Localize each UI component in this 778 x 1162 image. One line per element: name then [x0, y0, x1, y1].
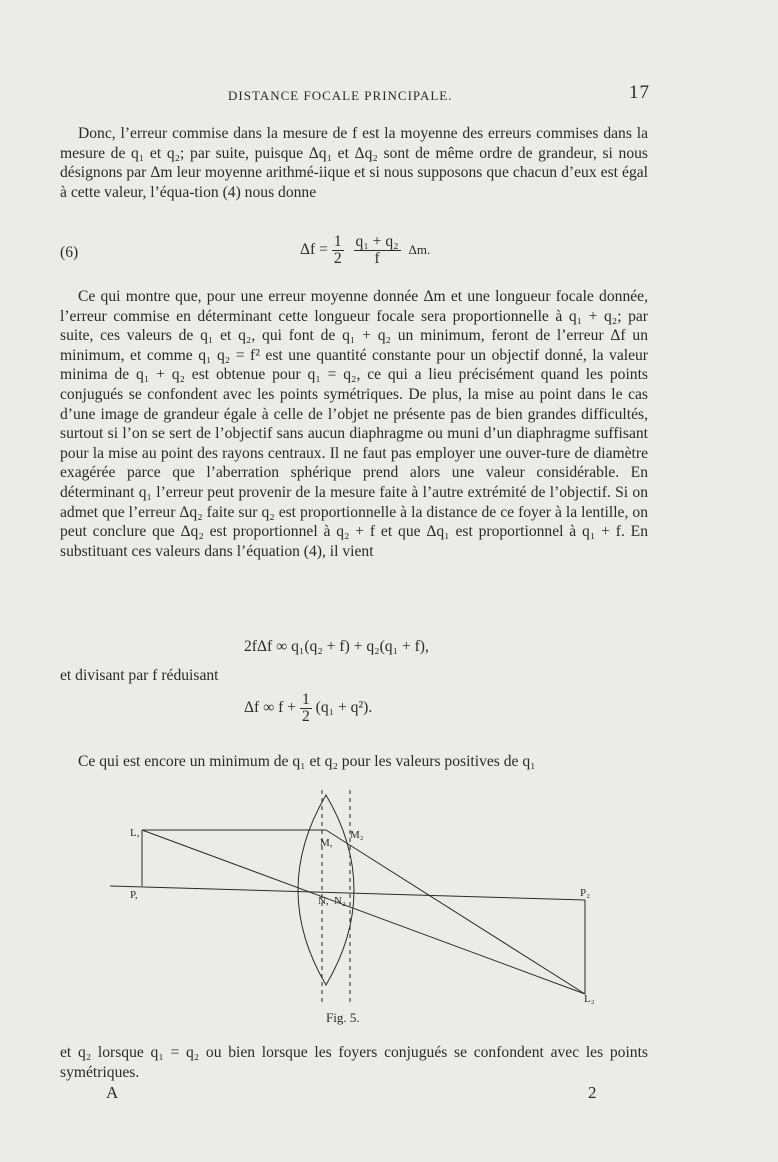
figure-5 [100, 790, 620, 1010]
equation-8 [244, 692, 372, 725]
paragraph-3-text: et divisant par f réduisant [60, 667, 219, 684]
equation-6 [60, 234, 580, 274]
equation-6-body [300, 234, 430, 267]
equation-8-num: 1 [301, 691, 310, 708]
equation-6-frac-half [332, 234, 344, 267]
figure-caption: Fig. 5. [326, 1010, 360, 1025]
equation-6-label: (6) [60, 244, 79, 261]
label-p2: P₂ [580, 887, 590, 899]
paragraph-4 [60, 752, 648, 772]
equation-6-frac-q [354, 234, 401, 267]
label-l2: L₂ [584, 993, 595, 1005]
page-number: 17 [629, 82, 650, 103]
paragraph-1-text: Donc, l’erreur commise dans la mesure de f est la moyenne des erreurs commises dans la mesure de q₁ et q₂; par suite, puisque Δq₁ et Δq₂ sont de même ordre de grandeur, si nous désignons par Δm leur moyenne arithmé-iique et si nous supposons que chacun d’eux est égal à cette valeur, l’équa-tion (4) nous donne [60, 125, 648, 201]
footer-sheet-number: 2 [588, 1083, 597, 1102]
equation-8-tail: (q₁ + q²). [315, 699, 373, 717]
equation-7: 2fΔf ∞ q₁(q₂ + f) + q₂(q₁ + f), [244, 638, 429, 655]
paragraph-2 [60, 287, 648, 561]
lens-diagram [100, 790, 620, 1005]
paragraph-5-text: et q₂ lorsque q₁ = q₂ ou bien lorsque les foyers conjugués se confondent avec les points symétriques. [60, 1044, 648, 1081]
paragraph-4-text: Ce qui est encore un minimum de q₁ et q₂ pour les valeurs positives de q₁ [78, 753, 536, 770]
equation-6-tail: Δm. [408, 242, 431, 258]
paragraph-5 [60, 1043, 648, 1082]
label-n1: N, [318, 895, 329, 907]
equation-6-lhs: Δf = [300, 241, 328, 259]
equation-6-half-num: 1 [333, 233, 342, 250]
equation-8-den: 2 [301, 708, 310, 725]
equation-8-lhs: Δf ∞ f + [244, 699, 297, 717]
equation-6-q-den: f [374, 250, 380, 267]
paragraph-2-text: Ce qui montre que, pour une erreur moyenne donnée Δm et une longueur focale donnée, l’erreur commise en déterminant cette longueur focale sera proportionnelle à q₁ + q₂; par suite, ces valeurs de q₁ et q₂, qui font de q₁ + q₂ un minimum, feront de l’erreur Δf un minimum, et comme q₁ q₂ = f² est une quantité constante pour un objectif donné, la valeur minima de q₁ + q₂ est obtenue pour q₁ = q₂, ce qui a lieu précisément quand les points conjugués se confondent avec les points symétriques. De plus, la mise au point dans le cas d’une image de grandeur égale à celle de l’objet ne présente pas de bien grandes difficultés, surtout si l’on se sert de l’objectif sans aucun diaphragme ou muni d’un diaphragme suffisant pour la mise au point des rayons centraux. Il ne faut pas employer une ouver-ture de diamètre exagérée parce que l’aberration sphérique prend alors une valeur considérable. En déterminant q₁ l’erreur peut provenir de la mesure faite à l’autre extrémité de l’objectif. Si on admet que l’erreur Δq₂ faite sur q₂ est proportionnelle à la distance de ce foyer à la lentille, on peut conclure que Δq₂ est proportionnel à q₂ + f et que Δq₁ est proportionnel à q₁ + f. En substituant ces valeurs dans l’équation (4), il vient [60, 288, 648, 560]
label-m1: M, [320, 837, 333, 849]
equation-8-frac [300, 692, 312, 725]
paragraph-1 [60, 124, 648, 202]
lens-outline [298, 795, 354, 985]
label-n2: N₂ [334, 895, 346, 907]
running-title: DISTANCE FOCALE PRINCIPALE. [228, 88, 453, 103]
label-l1: L, [130, 827, 140, 839]
label-m2: M₂ [350, 829, 364, 841]
ray-diagonal [142, 830, 585, 994]
paragraph-3 [60, 666, 648, 686]
label-p1: P, [130, 889, 138, 901]
optical-axis [110, 886, 585, 900]
equation-6-half-den: 2 [333, 250, 342, 267]
footer-signature: A [106, 1083, 119, 1102]
equation-6-q-num: q₁ + q₂ [355, 233, 399, 250]
